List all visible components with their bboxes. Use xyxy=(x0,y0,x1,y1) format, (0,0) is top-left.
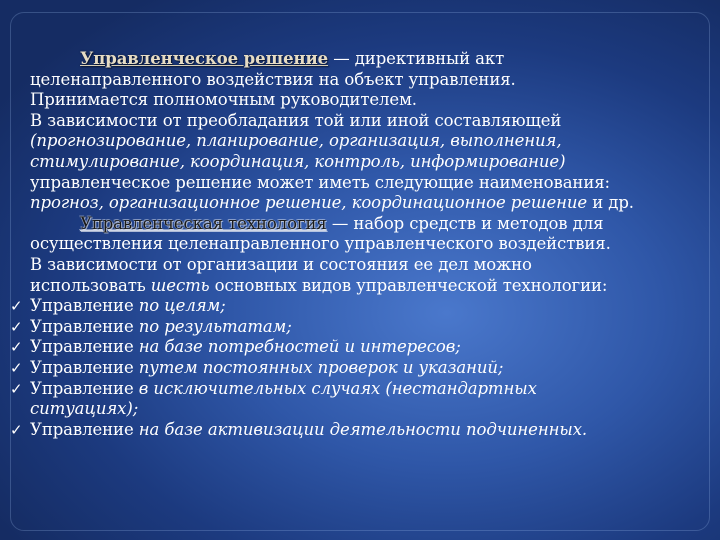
checkmark-icon: ✓ xyxy=(10,379,23,398)
checkmark-icon: ✓ xyxy=(10,317,23,336)
checkmark-icon: ✓ xyxy=(10,420,23,439)
technology-list xyxy=(8,296,714,440)
list-item: ✓ Управление путем постоянных проверок и указаний; xyxy=(10,357,504,377)
line: осуществления целенаправленного управленческого воздействия. xyxy=(30,234,611,254)
checkmark-icon: ✓ xyxy=(10,297,23,316)
list-item: ✓ Управление на базе активизации деятельности подчиненных. xyxy=(10,419,588,439)
definition-technology xyxy=(8,214,714,296)
list-item: ✓ Управление на базе потребностей и интересов; xyxy=(10,337,461,357)
line: Принимается полномочным руководителем. xyxy=(30,90,417,110)
checkmark-icon: ✓ xyxy=(10,338,23,357)
line: прогноз, организационное решение, координационное решение и др. xyxy=(30,193,634,213)
term-decision: Управленческое решение xyxy=(80,49,329,68)
list-item: ✓ Управление по целям; xyxy=(10,296,226,316)
definition-decision xyxy=(8,49,714,214)
checkmark-icon: ✓ xyxy=(10,358,23,377)
slide-content xyxy=(8,49,714,440)
line: управленческое решение может иметь следующие наименования: xyxy=(30,172,610,192)
line: целенаправленного воздействия на объект управления. xyxy=(30,69,516,89)
line: стимулирование, координация, контроль, информирование) xyxy=(30,151,566,171)
line: (прогнозирование, планирование, организация, выполнения, xyxy=(30,131,562,151)
line: В зависимости от преобладания той или иной составляющей xyxy=(30,110,562,130)
line: В зависимости от организации и состояния ее дел можно xyxy=(30,254,532,274)
list-item: ✓ Управление в исключительных случаях (нестандартных ситуациях); xyxy=(10,378,537,419)
term-technology: Управленческая технология xyxy=(80,213,327,233)
list-item: ✓ Управление по результатам; xyxy=(10,316,292,336)
line: Управленческое решение — директивный акт xyxy=(80,49,505,68)
line: использовать шесть основных видов управленческой технологии: xyxy=(30,275,608,295)
line: Управленческая технология — набор средств и методов для xyxy=(80,213,604,233)
